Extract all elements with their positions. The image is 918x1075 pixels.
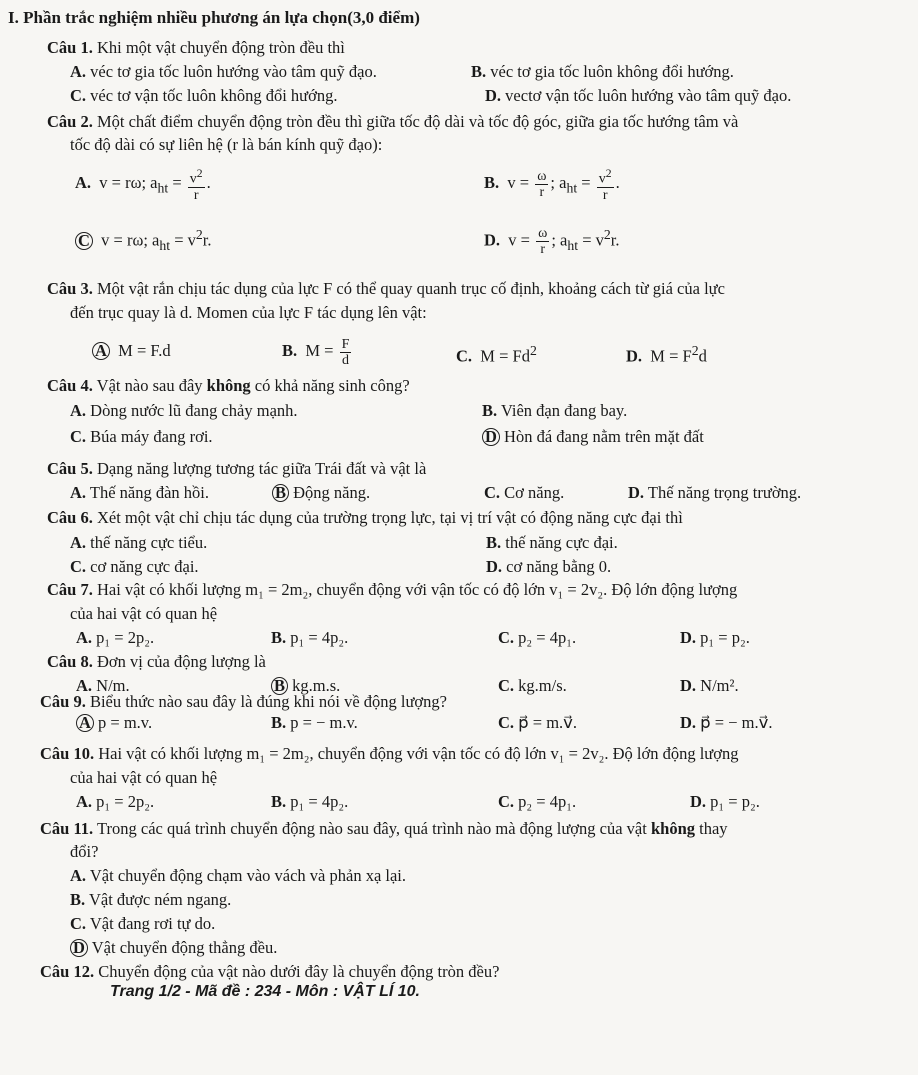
question-4: Câu 4. Vật nào sau đây không có khả năng sinh công? xyxy=(47,376,410,395)
q9-option-b[interactable]: B. p = − m.v. xyxy=(271,713,358,732)
q6-option-d[interactable]: D. cơ năng bằng 0. xyxy=(486,557,612,576)
q2-option-a[interactable]: A. v = rω; $a_{ht}$ = $\frac{v^2}{r}$ . xyxy=(75,166,211,203)
question-9: Câu 9. Biểu thức nào sau đây là đúng khi nói về động lượng? xyxy=(40,692,447,711)
q2-option-d[interactable]: D. v = $\frac{\omega}{r}$ ; $a_{ht} = v^2r$. xyxy=(484,226,620,258)
q5-option-a[interactable]: A. Thế năng đàn hồi. xyxy=(70,483,210,502)
q8-option-b[interactable]: B kg.m.s. xyxy=(271,676,340,696)
page-footer: Trang 1/2 - Mã đề : 234 - Môn : VẬT LÍ 10. xyxy=(110,983,420,1000)
question-11-cont: đổi? xyxy=(70,842,99,861)
q8-option-c[interactable]: C. kg.m/s. xyxy=(498,676,567,695)
q7-option-d[interactable]: D. p₁ = p₂. xyxy=(680,628,750,647)
question-7-cont: của hai vật có quan hệ xyxy=(70,604,218,623)
q6-option-b[interactable]: B. thế năng cực đại. xyxy=(486,533,618,552)
q5-option-c[interactable]: C. Cơ năng. xyxy=(484,483,565,502)
q11-option-d[interactable]: D Vật chuyển động thẳng đều. xyxy=(70,938,277,958)
q10-option-a[interactable]: A. p₁ = 2p₂. xyxy=(76,792,155,811)
q4-option-c[interactable]: C. Búa máy đang rơi. xyxy=(70,427,213,446)
q3-option-c[interactable]: C. $M = Fd^2$ xyxy=(456,343,537,366)
q1-option-a[interactable]: A. véc tơ gia tốc luôn hướng vào tâm quỹ đạo. xyxy=(70,62,377,81)
q11-option-c[interactable]: C. Vật đang rơi tự do. xyxy=(70,914,216,933)
q6-option-a[interactable]: A. thế năng cực tiểu. xyxy=(70,533,208,552)
question-11: Câu 11. Trong các quá trình chuyển động nào sau đây, quá trình nào mà động lượng của vật không thay xyxy=(40,819,728,838)
q1-option-d[interactable]: D. vectơ vận tốc luôn hướng vào tâm quỹ đạo. xyxy=(485,86,792,105)
q5-option-d[interactable]: D. Thế năng trọng trường. xyxy=(628,483,802,502)
q6-option-c[interactable]: C. cơ năng cực đại. xyxy=(70,557,199,576)
q11-option-b[interactable]: B. Vật được ném ngang. xyxy=(70,890,232,909)
question-6: Câu 6. Xét một vật chỉ chịu tác dụng của trường trọng lực, tại vị trí vật có động năng cực đại thì xyxy=(47,508,683,527)
q9-option-a[interactable]: A p = m.v. xyxy=(76,713,152,733)
q7-option-c[interactable]: C. p₂ = 4p₁. xyxy=(498,628,577,647)
question-3: Câu 3. Một vật rắn chịu tác dụng của lực F có thể quay quanh trục cố định, khoảng cách từ giá của lực xyxy=(47,279,725,298)
q2-option-c[interactable]: C v = rω; $a_{ht} = v^2r$. xyxy=(75,217,211,253)
q10-option-c[interactable]: C. p₂ = 4p₁. xyxy=(498,792,577,811)
q5-option-b[interactable]: B Động năng. xyxy=(272,483,370,503)
q8-option-d[interactable]: D. N/m². xyxy=(680,676,739,695)
q10-option-d[interactable]: D. p₁ = p₂. xyxy=(690,792,760,811)
q9-option-c[interactable]: C. p⃗ = m.v⃗. xyxy=(498,713,578,732)
question-7: Câu 7. Hai vật có khối lượng m₁ = 2m₂, chuyển động với vận tốc có độ lớn v₁ = 2v₂. Độ lớn động lượng xyxy=(47,580,738,599)
q1-option-b[interactable]: B. véc tơ gia tốc luôn không đổi hướng. xyxy=(471,62,734,81)
q3-option-d[interactable]: D. $M = F^2d$ xyxy=(626,343,707,366)
question-10-cont: của hai vật có quan hệ xyxy=(70,768,218,787)
section-title: I. Phần trắc nghiệm nhiều phương án lựa chọn(3,0 điểm) xyxy=(8,8,420,27)
q4-option-a[interactable]: A. Dòng nước lũ đang chảy mạnh. xyxy=(70,401,298,420)
q10-option-b[interactable]: B. p₁ = 4p₂. xyxy=(271,792,349,811)
question-3-cont: đến trục quay là d. Momen của lực F tác dụng lên vật: xyxy=(70,303,427,322)
q11-option-a[interactable]: A. Vật chuyển động chạm vào vách và phản xạ lại. xyxy=(70,866,407,885)
q9-option-d[interactable]: D. p⃗ = − m.v⃗. xyxy=(680,713,773,732)
question-8: Câu 8. Đơn vị của động lượng là xyxy=(47,652,266,671)
question-2: Câu 2. Một chất điểm chuyển động tròn đều thì giữa tốc độ dài và tốc độ góc, giữa gia tốc hướng tâm và xyxy=(47,112,739,131)
q4-option-b[interactable]: B. Viên đạn đang bay. xyxy=(482,401,628,420)
q3-option-a[interactable]: A M = F.d xyxy=(92,333,171,369)
question-5: Câu 5. Dạng năng lượng tương tác giữa Trái đất và vật là xyxy=(47,459,427,478)
q7-option-a[interactable]: A. p₁ = 2p₂. xyxy=(76,628,155,647)
question-2-cont: tốc độ dài có sự liên hệ (r là bán kính quỹ đạo): xyxy=(70,135,383,154)
q8-option-a[interactable]: A. N/m. xyxy=(76,676,130,695)
q1-option-c[interactable]: C. véc tơ vận tốc luôn không đổi hướng. xyxy=(70,86,338,105)
question-1: Câu 1. Khi một vật chuyển động tròn đều thì xyxy=(47,38,345,57)
q2-option-b[interactable]: B. v = $\frac{\omega}{r}$ ; $a_{ht}$ = $\frac{v^2}{r}$ . xyxy=(484,166,620,203)
question-10: Câu 10. Hai vật có khối lượng m₁ = 2m₂, chuyển động với vận tốc có độ lớn v₁ = 2v₂. Độ lớn động lượng xyxy=(40,744,739,763)
q4-option-d[interactable]: D Hòn đá đang nằm trên mặt đất xyxy=(482,427,704,447)
q3-option-b[interactable]: B. M = $\frac{F}{d}$ xyxy=(282,336,350,368)
question-12: Câu 12. Chuyển động của vật nào dưới đây là chuyển động tròn đều? xyxy=(40,962,500,981)
q7-option-b[interactable]: B. p₁ = 4p₂. xyxy=(271,628,349,647)
